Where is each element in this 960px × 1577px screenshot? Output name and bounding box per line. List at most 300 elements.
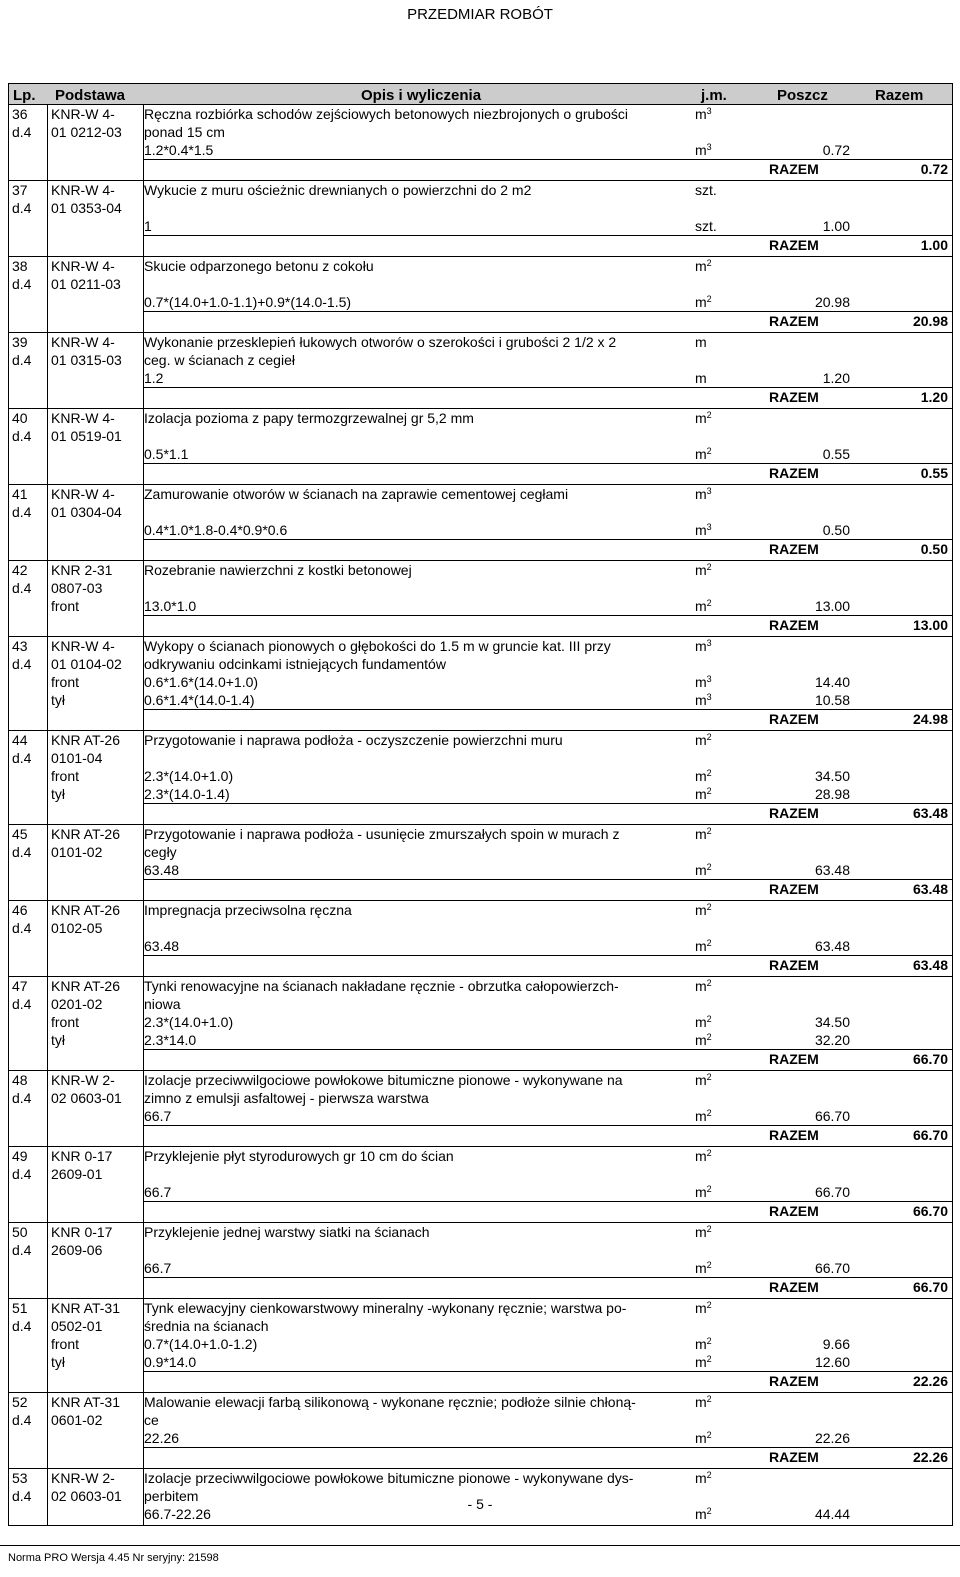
item-basis: KNR AT-31: [51, 1394, 120, 1410]
calc-unit: [695, 369, 745, 387]
item-unit: [695, 181, 745, 199]
calc-value: 1.00: [822, 218, 850, 234]
razem-row: [9, 710, 952, 728]
item-unit: [695, 1147, 745, 1165]
item-basis: KNR-W 4-: [51, 258, 115, 274]
calc-label: front: [51, 598, 80, 614]
unit-text: m: [695, 1300, 707, 1316]
item-number: 45: [12, 826, 28, 842]
unit-text: m: [695, 1470, 707, 1486]
desc-row: [9, 427, 952, 445]
unit-exponent: 2: [706, 786, 712, 796]
unit-exponent: 2: [706, 1184, 712, 1194]
razem-value: 63.48: [912, 881, 948, 897]
unit-exponent: 2: [706, 1260, 712, 1270]
razem-label: RAZEM: [769, 1203, 819, 1219]
unit-text: m: [695, 978, 707, 994]
item-number: 53: [12, 1470, 28, 1486]
razem-label: RAZEM: [769, 1051, 819, 1067]
calc-row: [9, 141, 952, 159]
calc-expression: 0.5*1.1: [144, 446, 189, 462]
razem-label: RAZEM: [769, 711, 819, 727]
header-lp: Lp.: [13, 87, 36, 104]
calc-unit: [695, 141, 745, 159]
item-section: d.4: [12, 124, 32, 140]
calc-value: 1.20: [822, 370, 850, 386]
unit-exponent: 2: [706, 1032, 712, 1042]
position-item: [8, 409, 953, 485]
unit-text: m: [695, 1260, 707, 1276]
unit-exponent: 2: [706, 1108, 712, 1118]
calc-row: [9, 1107, 952, 1125]
unit-text: m: [695, 598, 707, 614]
razem-value: 0.50: [920, 541, 948, 557]
desc-row: [9, 1165, 952, 1183]
unit-text: m: [695, 862, 707, 878]
razem-row: [9, 804, 952, 822]
calc-expression: 0.9*14.0: [144, 1354, 197, 1370]
unit-exponent: 2: [706, 410, 712, 420]
desc-row: [9, 1071, 952, 1089]
item-unit: [695, 1299, 745, 1317]
item-description: ce: [144, 1412, 159, 1428]
desc-row: [9, 637, 952, 655]
unit-exponent: 2: [706, 1148, 712, 1158]
calc-row: [9, 597, 952, 615]
desc-row: [9, 257, 952, 275]
calc-value: 44.44: [814, 1506, 850, 1522]
desc-row: [9, 275, 952, 293]
position-item: [8, 977, 953, 1071]
item-description: Skucie odparzonego betonu z cokołu: [144, 258, 374, 274]
razem-label: RAZEM: [769, 313, 819, 329]
unit-text: m: [695, 768, 707, 784]
calc-value: 34.50: [814, 1014, 850, 1030]
table-header: [8, 83, 953, 105]
item-number: 38: [12, 258, 28, 274]
calc-label: front: [51, 1336, 80, 1352]
item-section: d.4: [12, 428, 32, 444]
razem-row: [9, 956, 952, 974]
item-section: d.4: [12, 352, 32, 368]
unit-exponent: 2: [706, 768, 712, 778]
razem-label: RAZEM: [769, 1449, 819, 1465]
razem-label: RAZEM: [769, 1127, 819, 1143]
item-section: d.4: [12, 1318, 32, 1334]
desc-row: [9, 655, 952, 673]
desc-row: [9, 977, 952, 995]
unit-exponent: 2: [706, 938, 712, 948]
calc-expression: 2.3*(14.0+1.0): [144, 1014, 234, 1030]
calc-unit: [695, 521, 745, 539]
unit-exponent: 2: [706, 1430, 712, 1440]
item-description: Tynki renowacyjne na ścianach nakładane ręcznie - obrzutka całopowierzch-: [144, 978, 619, 994]
item-description: zimno z emulsji asfaltowej - pierwsza warstwa: [144, 1090, 429, 1106]
razem-value: 24.98: [912, 711, 948, 727]
unit-exponent: 3: [706, 142, 712, 152]
desc-row: [9, 919, 952, 937]
razem-row: [9, 464, 952, 482]
item-description: Przygotowanie i naprawa podłoża - usunięcie zmurszałych spoin w murach z: [144, 826, 620, 842]
calc-label: tył: [51, 1032, 65, 1048]
calc-label: tył: [51, 692, 65, 708]
item-basis: KNR-W 4-: [51, 106, 115, 122]
calc-expression: 66.7-22.26: [144, 1506, 211, 1522]
item-description: Malowanie elewacji farbą silikonową - wykonane ręcznie; podłoże silnie chłoną-: [144, 1394, 636, 1410]
calc-value: 34.50: [814, 768, 850, 784]
calc-label: front: [51, 1014, 80, 1030]
item-basis: KNR 2-31: [51, 562, 113, 578]
calc-row: [9, 937, 952, 955]
unit-exponent: 2: [706, 732, 712, 742]
razem-value: 1.20: [920, 389, 948, 405]
calc-label: tył: [51, 1354, 65, 1370]
unit-text: m: [695, 674, 707, 690]
item-unit: [695, 1071, 745, 1089]
item-basis: KNR AT-31: [51, 1300, 120, 1316]
position-item: [8, 1147, 953, 1223]
calc-expression: 0.7*(14.0+1.0-1.2): [144, 1336, 258, 1352]
item-basis: KNR-W 4-: [51, 182, 115, 198]
unit-exponent: 2: [706, 1470, 712, 1480]
razem-row: [9, 312, 952, 330]
item-basis: 0102-05: [51, 920, 103, 936]
unit-text: m: [695, 562, 707, 578]
position-item: [8, 1071, 953, 1147]
page-number: - 5 -: [467, 1496, 493, 1512]
position-item: [8, 181, 953, 257]
calc-unit: [695, 1335, 745, 1353]
item-section: d.4: [12, 276, 32, 292]
desc-row: [9, 825, 952, 843]
unit-exponent: 2: [706, 826, 712, 836]
position-item: [8, 731, 953, 825]
calc-expression: 1.2: [144, 370, 164, 386]
calc-value: 0.72: [822, 142, 850, 158]
unit-text: m: [695, 1072, 707, 1088]
page-title: PRZEDMIAR ROBÓT: [407, 6, 553, 23]
razem-label: RAZEM: [769, 389, 819, 405]
item-description: ponad 15 cm: [144, 124, 225, 140]
unit-text: m: [695, 692, 707, 708]
razem-label: RAZEM: [769, 541, 819, 557]
unit-text: m: [695, 522, 707, 538]
unit-text: m: [695, 786, 707, 802]
item-number: 37: [12, 182, 28, 198]
item-number: 39: [12, 334, 28, 350]
position-item: [8, 1393, 953, 1469]
calc-expression: 63.48: [144, 862, 180, 878]
item-basis: 0601-02: [51, 1412, 103, 1428]
calc-unit: [695, 937, 745, 955]
desc-row: [9, 181, 952, 199]
item-description: średnia na ścianach: [144, 1318, 269, 1334]
calc-unit: [695, 1183, 745, 1201]
calc-expression: 63.48: [144, 938, 180, 954]
desc-row: [9, 1411, 952, 1429]
razem-row: [9, 1278, 952, 1296]
calc-row: [9, 861, 952, 879]
razem-label: RAZEM: [769, 805, 819, 821]
unit-text: m: [695, 446, 707, 462]
item-section: d.4: [12, 1412, 32, 1428]
item-basis: 2609-06: [51, 1242, 103, 1258]
calc-row: [9, 1259, 952, 1277]
calc-value: 20.98: [814, 294, 850, 310]
item-section: d.4: [12, 1090, 32, 1106]
calc-value: 9.66: [822, 1336, 850, 1352]
position-item: [8, 257, 953, 333]
item-basis: 01 0212-03: [51, 124, 122, 140]
razem-label: RAZEM: [769, 957, 819, 973]
item-number: 48: [12, 1072, 28, 1088]
desc-row: [9, 199, 952, 217]
item-section: d.4: [12, 656, 32, 672]
unit-exponent: 2: [706, 1354, 712, 1364]
unit-text: szt.: [695, 182, 717, 198]
item-unit: [695, 485, 745, 503]
calc-value: 0.50: [822, 522, 850, 538]
desc-row: [9, 901, 952, 919]
item-basis: KNR-W 4-: [51, 410, 115, 426]
item-description: Rozebranie nawierzchni z kostki betonowej: [144, 562, 412, 578]
calc-unit: [695, 673, 745, 691]
desc-row: [9, 1223, 952, 1241]
item-basis: 0502-01: [51, 1318, 103, 1334]
position-item: [8, 105, 953, 181]
razem-row: [9, 1050, 952, 1068]
item-description: Ręczna rozbiórka schodów zejściowych betonowych niezbrojonych o grubości: [144, 106, 629, 122]
item-number: 52: [12, 1394, 28, 1410]
item-basis: 01 0315-03: [51, 352, 122, 368]
item-description: cegły: [144, 844, 177, 860]
calc-value: 12.60: [814, 1354, 850, 1370]
item-description: Przygotowanie i naprawa podłoża - oczyszczenie powierzchni muru: [144, 732, 563, 748]
position-item: [8, 561, 953, 637]
item-number: 41: [12, 486, 28, 502]
desc-row: [9, 409, 952, 427]
unit-exponent: 2: [706, 978, 712, 988]
item-basis: KNR-W 2-: [51, 1470, 115, 1486]
position-item: [8, 637, 953, 731]
razem-label: RAZEM: [769, 881, 819, 897]
unit-exponent: 3: [706, 522, 712, 532]
desc-row: [9, 561, 952, 579]
item-basis: KNR AT-26: [51, 978, 120, 994]
item-basis: 0807-03: [51, 580, 103, 596]
calc-unit: [695, 691, 745, 709]
item-section: d.4: [12, 1242, 32, 1258]
item-number: 47: [12, 978, 28, 994]
calc-expression: 22.26: [144, 1430, 180, 1446]
razem-value: 20.98: [912, 313, 948, 329]
desc-row: [9, 333, 952, 351]
calc-unit: [695, 293, 745, 311]
calc-value: 66.70: [814, 1108, 850, 1124]
calc-row: [9, 369, 952, 387]
calc-unit: [695, 767, 745, 785]
item-unit: [695, 409, 745, 427]
razem-value: 22.26: [912, 1373, 948, 1389]
calc-label: tył: [51, 786, 65, 802]
desc-row: [9, 1469, 952, 1487]
item-number: 44: [12, 732, 28, 748]
item-unit: [695, 333, 745, 351]
desc-row: [9, 1393, 952, 1411]
calc-value: 22.26: [814, 1430, 850, 1446]
item-unit: [695, 1393, 745, 1411]
unit-exponent: 3: [706, 674, 712, 684]
unit-text: m: [695, 142, 707, 158]
item-basis: KNR AT-26: [51, 732, 120, 748]
item-basis: KNR 0-17: [51, 1148, 113, 1164]
unit-exponent: 2: [706, 1014, 712, 1024]
calc-value: 32.20: [814, 1032, 850, 1048]
item-description: Zamurowanie otworów w ścianach na zaprawie cementowej cegłami: [144, 486, 569, 502]
unit-text: m: [695, 1224, 707, 1240]
calc-expression: 1.2*0.4*1.5: [144, 142, 214, 158]
unit-text: m: [695, 826, 707, 842]
desc-row: [9, 485, 952, 503]
item-number: 43: [12, 638, 28, 654]
item-description: Izolacje przeciwwilgociowe powłokowe bitumiczne pionowe - wykonywane dys-: [144, 1470, 634, 1486]
unit-exponent: 2: [706, 562, 712, 572]
unit-text: m: [695, 1354, 707, 1370]
unit-text: m: [695, 1506, 707, 1522]
item-section: d.4: [12, 504, 32, 520]
header-poszcz: Poszcz: [777, 87, 828, 104]
unit-exponent: 3: [706, 638, 712, 648]
unit-exponent: 2: [706, 598, 712, 608]
razem-row: [9, 160, 952, 178]
calc-expression: 2.3*(14.0-1.4): [144, 786, 230, 802]
item-unit: [695, 731, 745, 749]
position-item: [8, 1299, 953, 1393]
razem-label: RAZEM: [769, 237, 819, 253]
razem-row: [9, 1202, 952, 1220]
item-unit: [695, 257, 745, 275]
unit-exponent: 2: [706, 1300, 712, 1310]
position-item: [8, 825, 953, 901]
calc-row: [9, 691, 952, 709]
item-basis: KNR-W 4-: [51, 334, 115, 350]
calc-value: 0.55: [822, 446, 850, 462]
item-basis: KNR-W 4-: [51, 638, 115, 654]
desc-row: [9, 1317, 952, 1335]
calc-value: 10.58: [814, 692, 850, 708]
razem-value: 0.72: [920, 161, 948, 177]
razem-value: 66.70: [912, 1051, 948, 1067]
calc-unit: [695, 785, 745, 803]
razem-row: [9, 236, 952, 254]
unit-exponent: 2: [706, 862, 712, 872]
razem-row: [9, 1126, 952, 1144]
unit-exponent: 2: [706, 1224, 712, 1234]
item-basis: KNR-W 2-: [51, 1072, 115, 1088]
unit-exponent: 2: [706, 1394, 712, 1404]
item-number: 42: [12, 562, 28, 578]
calc-row: [9, 1353, 952, 1371]
razem-value: 63.48: [912, 805, 948, 821]
razem-label: RAZEM: [769, 465, 819, 481]
unit-text: m: [695, 1336, 707, 1352]
unit-exponent: 2: [706, 294, 712, 304]
calc-expression: 66.7: [144, 1184, 172, 1200]
calc-expression: 13.0*1.0: [144, 598, 197, 614]
unit-text: m: [695, 334, 707, 350]
unit-text: m: [695, 370, 707, 386]
calc-row: [9, 217, 952, 235]
unit-exponent: 2: [706, 1336, 712, 1346]
item-basis: KNR 0-17: [51, 1224, 113, 1240]
calc-row: [9, 785, 952, 803]
unit-text: m: [695, 1108, 707, 1124]
item-description: Wykopy o ścianach pionowych o głębokości do 1.5 m w gruncie kat. III przy: [144, 638, 611, 654]
item-basis: 01 0304-04: [51, 504, 122, 520]
item-description: Tynk elewacyjny cienkowarstwowy mineralny -wykonany ręcznie; warstwa po-: [144, 1300, 627, 1316]
calc-value: 66.70: [814, 1260, 850, 1276]
desc-row: [9, 351, 952, 369]
item-basis: 01 0519-01: [51, 428, 122, 444]
item-section: d.4: [12, 844, 32, 860]
calc-value: 14.40: [814, 674, 850, 690]
desc-row: [9, 123, 952, 141]
item-section: d.4: [12, 580, 32, 596]
position-item: [8, 901, 953, 977]
item-description: Wykonanie przesklepień łukowych otworów o szerokości i grubości 2 1/2 x 2: [144, 334, 617, 350]
calc-label: front: [51, 768, 80, 784]
calc-expression: 1: [144, 218, 152, 234]
unit-exponent: 2: [706, 1506, 712, 1516]
item-description: Wykucie z muru ościeżnic drewnianych o powierzchni do 2 m2: [144, 182, 532, 198]
item-number: 40: [12, 410, 28, 426]
item-unit: [695, 561, 745, 579]
unit-exponent: 3: [706, 106, 712, 116]
calc-expression: 0.6*1.6*(14.0+1.0): [144, 674, 259, 690]
item-basis: KNR-W 4-: [51, 486, 115, 502]
calc-unit: [695, 597, 745, 615]
header-jm: j.m.: [701, 87, 727, 104]
item-description: Impregnacja przeciwsolna ręczna: [144, 902, 352, 918]
position-item: [8, 1223, 953, 1299]
item-description: Izolacje przeciwwilgociowe powłokowe bitumiczne pionowe - wykonywane na: [144, 1072, 623, 1088]
unit-exponent: 2: [706, 902, 712, 912]
unit-text: m: [695, 638, 707, 654]
unit-text: m: [695, 938, 707, 954]
item-description: ceg. w ścianach z cegieł: [144, 352, 295, 368]
item-basis: 01 0211-03: [51, 276, 121, 292]
item-basis: 2609-01: [51, 1166, 103, 1182]
position-item: [8, 485, 953, 561]
calc-row: [9, 767, 952, 785]
item-description: Przyklejenie jednej warstwy siatki na ścianach: [144, 1224, 430, 1240]
unit-text: m: [695, 1148, 707, 1164]
item-basis: 02 0603-01: [51, 1488, 122, 1504]
calc-unit: [695, 1107, 745, 1125]
unit-text: m: [695, 1394, 707, 1410]
calc-value: 28.98: [814, 786, 850, 802]
calc-value: 63.48: [814, 862, 850, 878]
footer-divider: [0, 1545, 960, 1546]
item-basis: 0101-04: [51, 750, 103, 766]
calc-value: 13.00: [814, 598, 850, 614]
position-item: [8, 333, 953, 409]
calc-unit: [695, 1353, 745, 1371]
razem-row: [9, 1448, 952, 1466]
razem-label: RAZEM: [769, 1279, 819, 1295]
calc-row: [9, 445, 952, 463]
calc-expression: 0.6*1.4*(14.0-1.4): [144, 692, 255, 708]
